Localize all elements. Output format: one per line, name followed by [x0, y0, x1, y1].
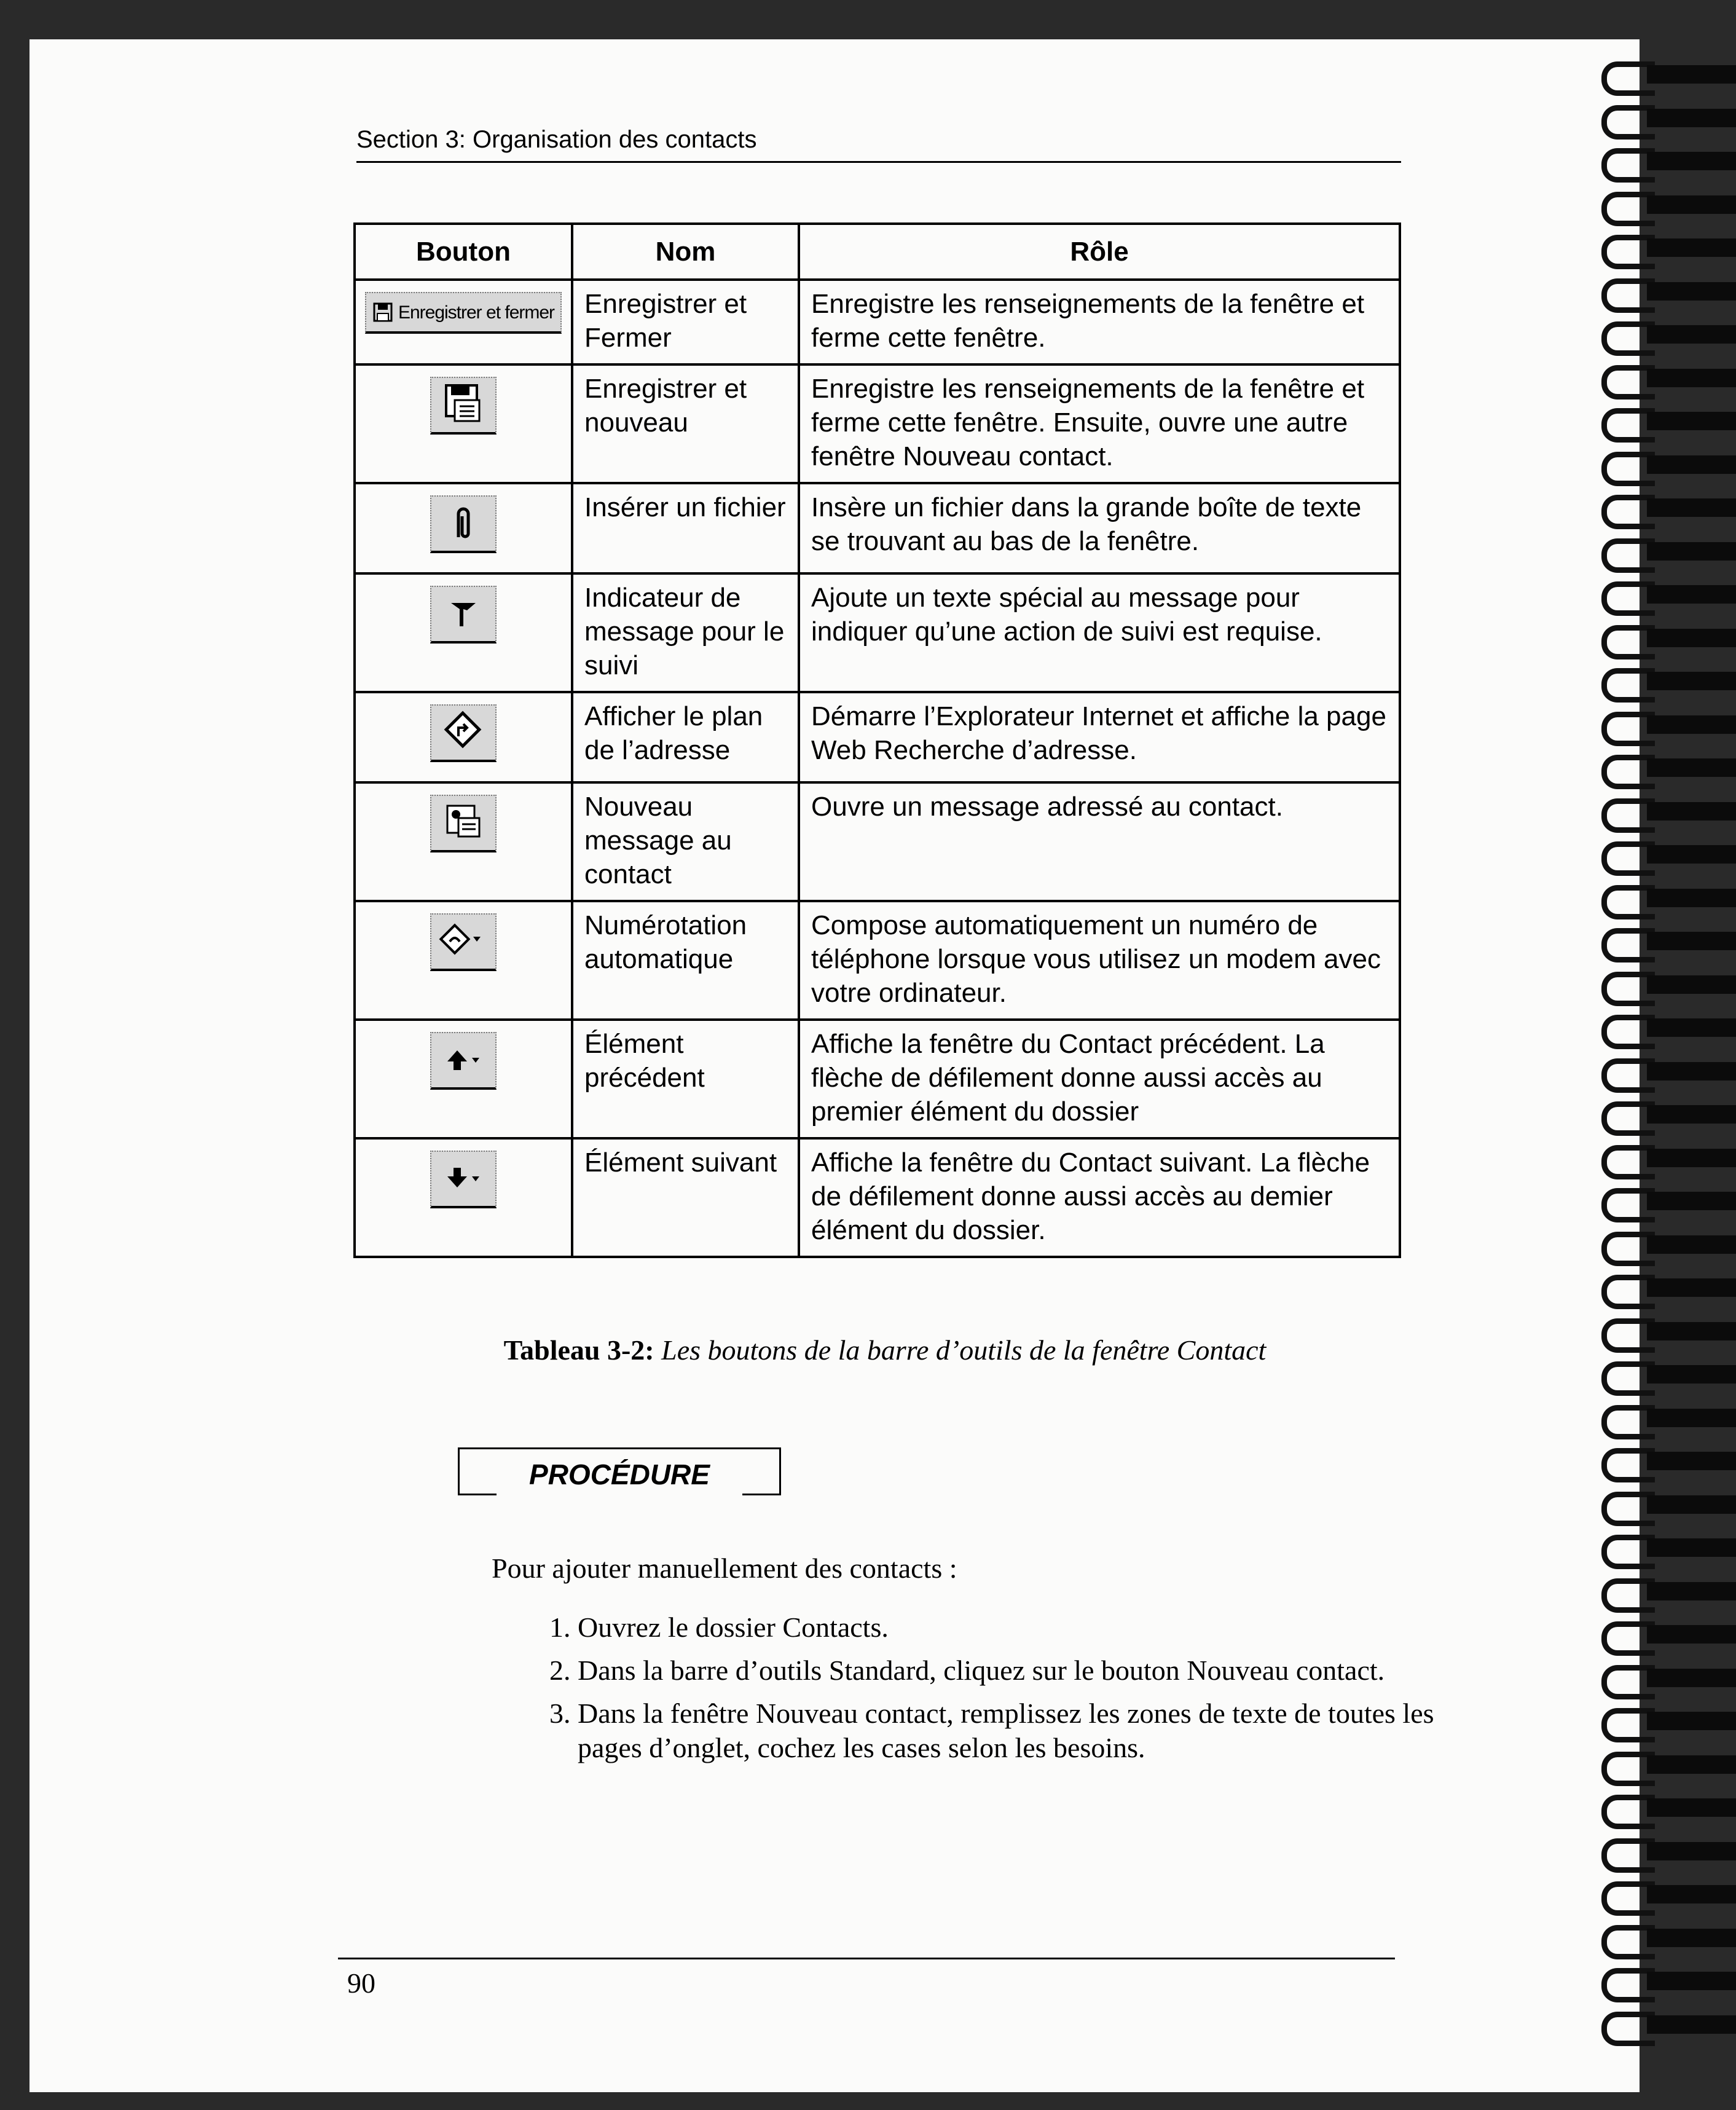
procedure-label: PROCÉDURE — [529, 1458, 710, 1490]
spiral-loop — [1598, 972, 1736, 999]
spiral-loop — [1598, 192, 1736, 219]
procedure-box-line-right — [742, 1494, 779, 1495]
autodial-icon — [430, 913, 497, 971]
button-name: Indicateur de message pour le suivi — [572, 573, 799, 692]
save-close-icon — [365, 292, 562, 334]
new-message-icon — [430, 795, 497, 852]
table-caption — [369, 1334, 1401, 1366]
spiral-loop — [1598, 1838, 1736, 1865]
spiral-loop — [1598, 625, 1736, 652]
table-row — [355, 573, 1400, 692]
button-cell — [355, 280, 572, 364]
list-item: 3. Dans la fenêtre Nouveau contact, remplissez les zones de texte de toutes les pages d’onglet, cochez les cases selon les besoins. — [578, 1696, 1438, 1765]
button-cell — [355, 782, 572, 901]
button-name: Nouveau message au contact — [572, 782, 799, 901]
save-new-icon — [430, 377, 497, 435]
spiral-loop — [1598, 452, 1736, 479]
button-cell — [355, 692, 572, 782]
paperclip-icon — [430, 495, 497, 553]
button-cell — [355, 1020, 572, 1138]
table-row — [355, 1138, 1400, 1257]
spiral-loop — [1598, 1361, 1736, 1388]
page-number: 90 — [347, 1967, 375, 1999]
button-role: Enregistre les renseignements de la fenêtre et ferme cette fenêtre. Ensuite, ouvre une autre fenêtre Nouveau contact. — [799, 364, 1400, 483]
button-name: Afficher le plan de l’adresse — [572, 692, 799, 782]
spiral-binding — [1598, 61, 1736, 2065]
spiral-loop — [1598, 495, 1736, 522]
spiral-loop — [1598, 755, 1736, 782]
spiral-loop — [1598, 581, 1736, 608]
spiral-loop — [1598, 1101, 1736, 1128]
spiral-loop — [1598, 1708, 1736, 1735]
spiral-loop — [1598, 928, 1736, 955]
spiral-loop — [1598, 408, 1736, 435]
button-role: Démarre l’Explorateur Internet et affiche la page Web Recherche d’adresse. — [799, 692, 1400, 782]
map-address-icon — [430, 704, 497, 762]
list-item: 2. Dans la barre d’outils Standard, cliquez sur le bouton Nouveau contact. — [578, 1653, 1438, 1688]
spiral-loop — [1598, 1665, 1736, 1692]
button-cell — [355, 364, 572, 483]
spiral-loop — [1598, 1318, 1736, 1345]
next-item-icon — [430, 1151, 497, 1208]
table-row — [355, 901, 1400, 1020]
button-role: Affiche la fenêtre du Contact précédent. La flèche de défilement donne aussi accès au premier élément du dossier — [799, 1020, 1400, 1138]
button-role: Ajoute un texte spécial au message pour indiquer qu’une action de suivi est requise. — [799, 573, 1400, 692]
button-name: Numérotation automatique — [572, 901, 799, 1020]
procedure-box-line-left — [460, 1494, 497, 1495]
table-row — [355, 364, 1400, 483]
spiral-loop — [1598, 1492, 1736, 1519]
spiral-loop — [1598, 1925, 1736, 1952]
flag-icon — [430, 586, 497, 644]
footer-rule — [338, 1958, 1395, 1959]
spiral-loop — [1598, 1578, 1736, 1605]
spiral-loop — [1598, 321, 1736, 348]
table-row — [355, 483, 1400, 573]
procedure-intro: Pour ajouter manuellement des contacts : — [492, 1553, 957, 1584]
caption-text: Les boutons de la barre d’outils de la fenêtre Contact — [661, 1334, 1267, 1366]
spiral-loop — [1598, 1015, 1736, 1042]
spiral-loop — [1598, 841, 1736, 868]
table-header-row — [355, 224, 1400, 280]
column-header-nom: Nom — [572, 224, 799, 280]
save-close-button-text: Enregistrer et fermer — [398, 302, 555, 323]
running-header: Section 3: Organisation des contacts — [356, 126, 1401, 163]
button-cell — [355, 901, 572, 1020]
spiral-loop — [1598, 798, 1736, 825]
spiral-loop — [1598, 1275, 1736, 1302]
button-role: Compose automatiquement un numéro de téléphone lorsque vous utilisez un modem avec votre ordinateur. — [799, 901, 1400, 1020]
button-name: Insérer un fichier — [572, 483, 799, 573]
button-role: Affiche la fenêtre du Contact suivant. La flèche de défilement donne aussi accès au demier élément du dossier. — [799, 1138, 1400, 1257]
spiral-loop — [1598, 1145, 1736, 1172]
button-name: Enregistrer et nouveau — [572, 364, 799, 483]
spiral-loop — [1598, 668, 1736, 695]
button-cell — [355, 573, 572, 692]
table-row — [355, 782, 1400, 901]
spiral-loop — [1598, 365, 1736, 392]
table-row — [355, 1020, 1400, 1138]
procedure-steps — [535, 1610, 1438, 1774]
spiral-loop — [1598, 1535, 1736, 1562]
toolbar-buttons-table — [353, 222, 1401, 1258]
button-name: Enregistrer et Fermer — [572, 280, 799, 364]
spiral-loop — [1598, 1188, 1736, 1215]
spiral-loop — [1598, 235, 1736, 262]
spiral-loop — [1598, 1058, 1736, 1085]
spiral-loop — [1598, 885, 1736, 912]
spiral-loop — [1598, 148, 1736, 175]
button-cell — [355, 1138, 572, 1257]
spiral-loop — [1598, 712, 1736, 739]
button-role: Ouvre un message adressé au contact. — [799, 782, 1400, 901]
spiral-loop — [1598, 1405, 1736, 1432]
table-row — [355, 692, 1400, 782]
button-role: Insère un fichier dans la grande boîte de texte se trouvant au bas de la fenêtre. — [799, 483, 1400, 573]
button-name: Élément suivant — [572, 1138, 799, 1257]
caption-label: Tableau 3-2: — [503, 1334, 654, 1366]
spiral-loop — [1598, 1795, 1736, 1822]
column-header-role: Rôle — [799, 224, 1400, 280]
spiral-loop — [1598, 1752, 1736, 1779]
procedure-box — [458, 1447, 781, 1495]
spiral-loop — [1598, 1881, 1736, 1908]
spiral-loop — [1598, 61, 1736, 89]
spiral-loop — [1598, 2012, 1736, 2039]
spiral-loop — [1598, 538, 1736, 565]
button-cell — [355, 483, 572, 573]
button-name: Élément précédent — [572, 1020, 799, 1138]
spiral-loop — [1598, 105, 1736, 132]
column-header-bouton: Bouton — [355, 224, 572, 280]
table-row — [355, 280, 1400, 364]
spiral-loop — [1598, 1621, 1736, 1648]
previous-item-icon — [430, 1032, 497, 1090]
spiral-loop — [1598, 1232, 1736, 1259]
spiral-loop — [1598, 1448, 1736, 1475]
spiral-loop — [1598, 278, 1736, 305]
list-item: 1. Ouvrez le dossier Contacts. — [578, 1610, 1438, 1645]
button-role: Enregistre les renseignements de la fenêtre et ferme cette fenêtre. — [799, 280, 1400, 364]
spiral-loop — [1598, 1968, 1736, 1995]
